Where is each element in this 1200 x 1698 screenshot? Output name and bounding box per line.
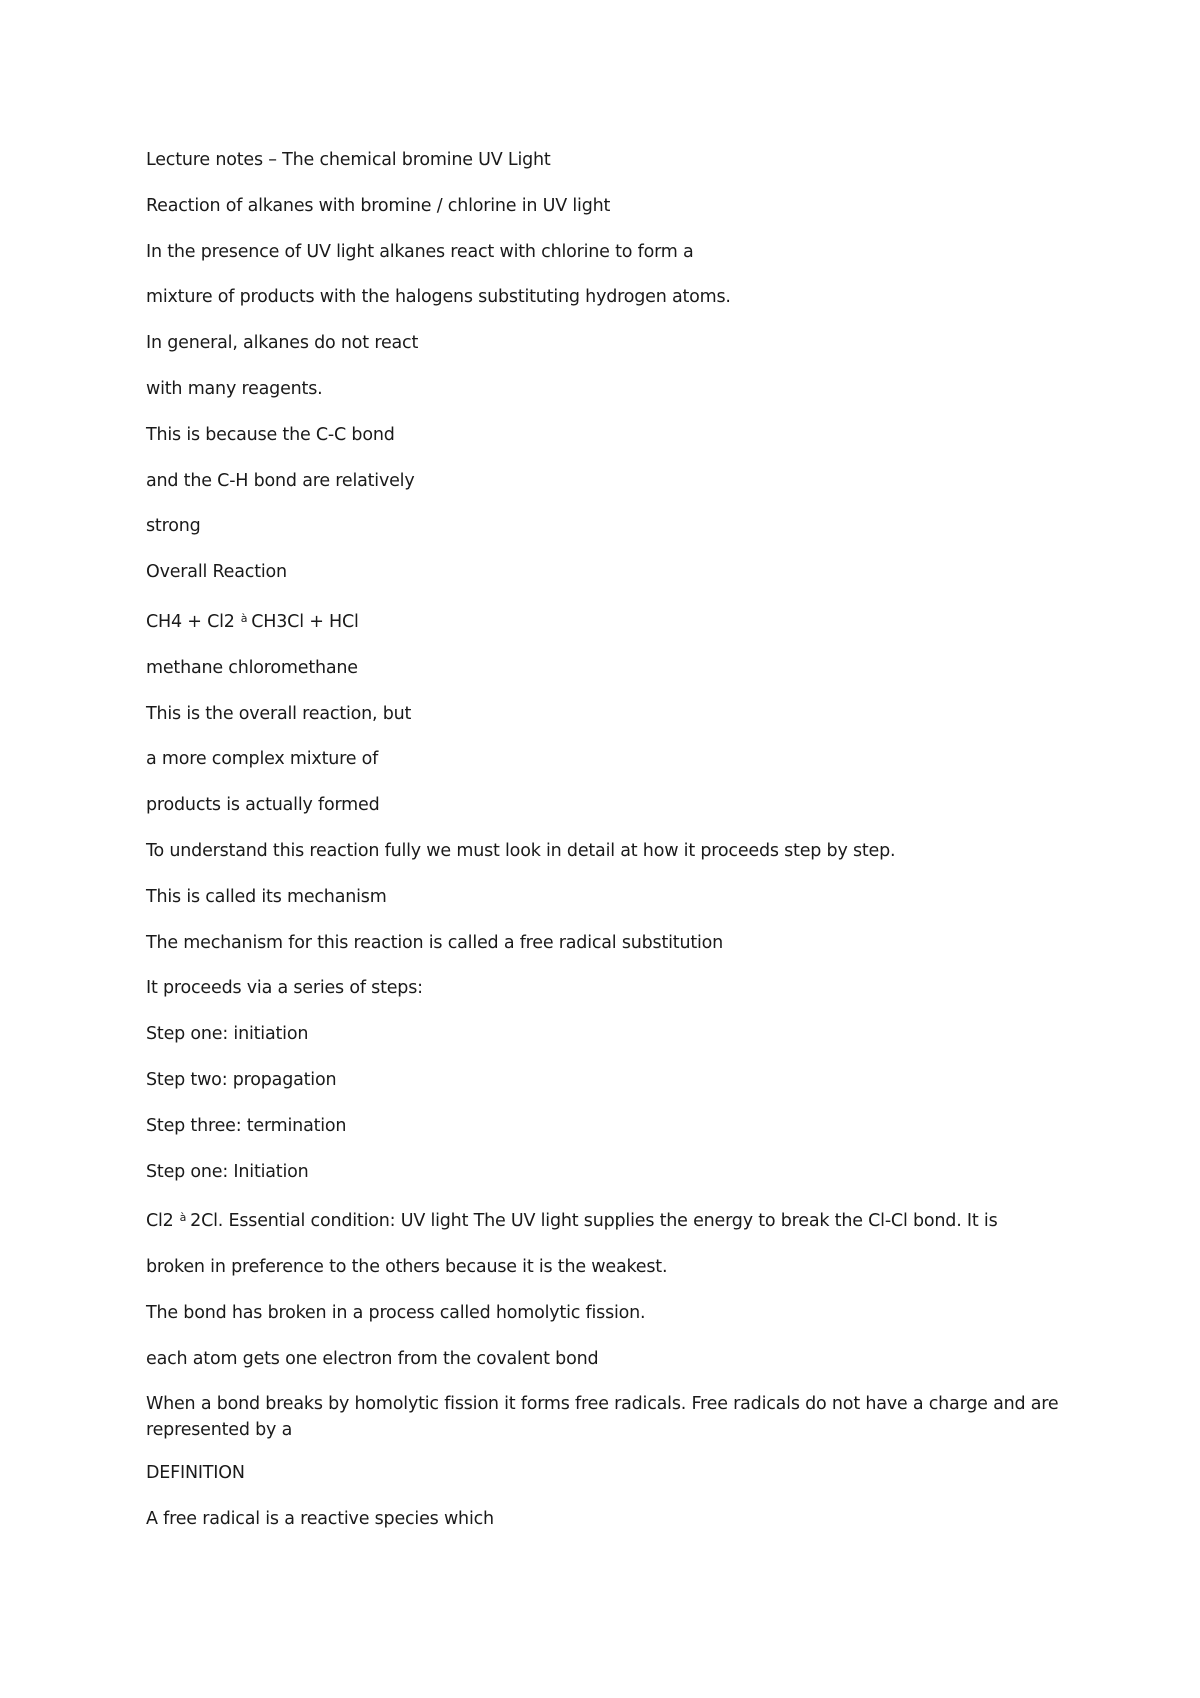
arrow-glyph: à (240, 611, 248, 625)
text-line: This is called its mechanism (146, 886, 387, 907)
arrow-glyph: à (179, 1211, 187, 1225)
text-line: with many reagents. (146, 378, 323, 399)
document-body (146, 146, 1066, 1551)
step-item: Step two: propagation (146, 1069, 337, 1090)
text-line: mixture of products with the halogens substituting hydrogen atoms. (146, 287, 731, 308)
definition-text: A free radical is a reactive species which (146, 1509, 494, 1530)
step-item: Step one: initiation (146, 1024, 309, 1045)
step-item: Step three: termination (146, 1115, 347, 1136)
equation-initiation (146, 1203, 1066, 1236)
text-line: methane chloromethane (146, 657, 358, 678)
text-line: In the presence of UV light alkanes react with chlorine to form a (146, 241, 694, 262)
text-line: products is actually formed (146, 795, 380, 816)
equation-reactants: Cl2 (146, 1211, 174, 1232)
text-line: This is the overall reaction, but (146, 703, 412, 724)
text-line: a more complex mixture of (146, 749, 379, 770)
section-heading: Overall Reaction (146, 562, 287, 583)
text-line: Reaction of alkanes with bromine / chlorine in UV light (146, 195, 611, 216)
text-line: In general, alkanes do not react (146, 333, 419, 354)
text-line: and the C-H bond are relatively (146, 470, 415, 491)
text-paragraph: When a bond breaks by homolytic fission it forms free radicals. Free radicals do not have a charge and are represented by a (146, 1393, 1059, 1440)
text-line: strong (146, 516, 201, 537)
text-line: To understand this reaction fully we must look in detail at how it proceeds step by step. (146, 840, 896, 861)
text-line: each atom gets one electron from the covalent bond (146, 1348, 599, 1369)
text-line: This is because the C-C bond (146, 424, 395, 445)
text-line: It proceeds via a series of steps: (146, 978, 423, 999)
equation-overall (146, 604, 1066, 637)
text-line: The mechanism for this reaction is called a free radical substitution (146, 932, 724, 953)
step-heading: Step one: Initiation (146, 1161, 309, 1182)
text-line: broken in preference to the others because it is the weakest. (146, 1257, 668, 1278)
definition-heading: DEFINITION (146, 1463, 245, 1484)
text-line: The bond has broken in a process called homolytic fission. (146, 1302, 646, 1323)
equation-reactants: CH4 + Cl2 (146, 611, 235, 632)
equation-products: CH3Cl + HCl (251, 611, 359, 632)
equation-products: 2Cl. Essential condition: UV light The UV light supplies the energy to break the Cl-Cl bond. It is (190, 1211, 998, 1232)
document-title: Lecture notes – The chemical bromine UV Light (146, 150, 551, 170)
